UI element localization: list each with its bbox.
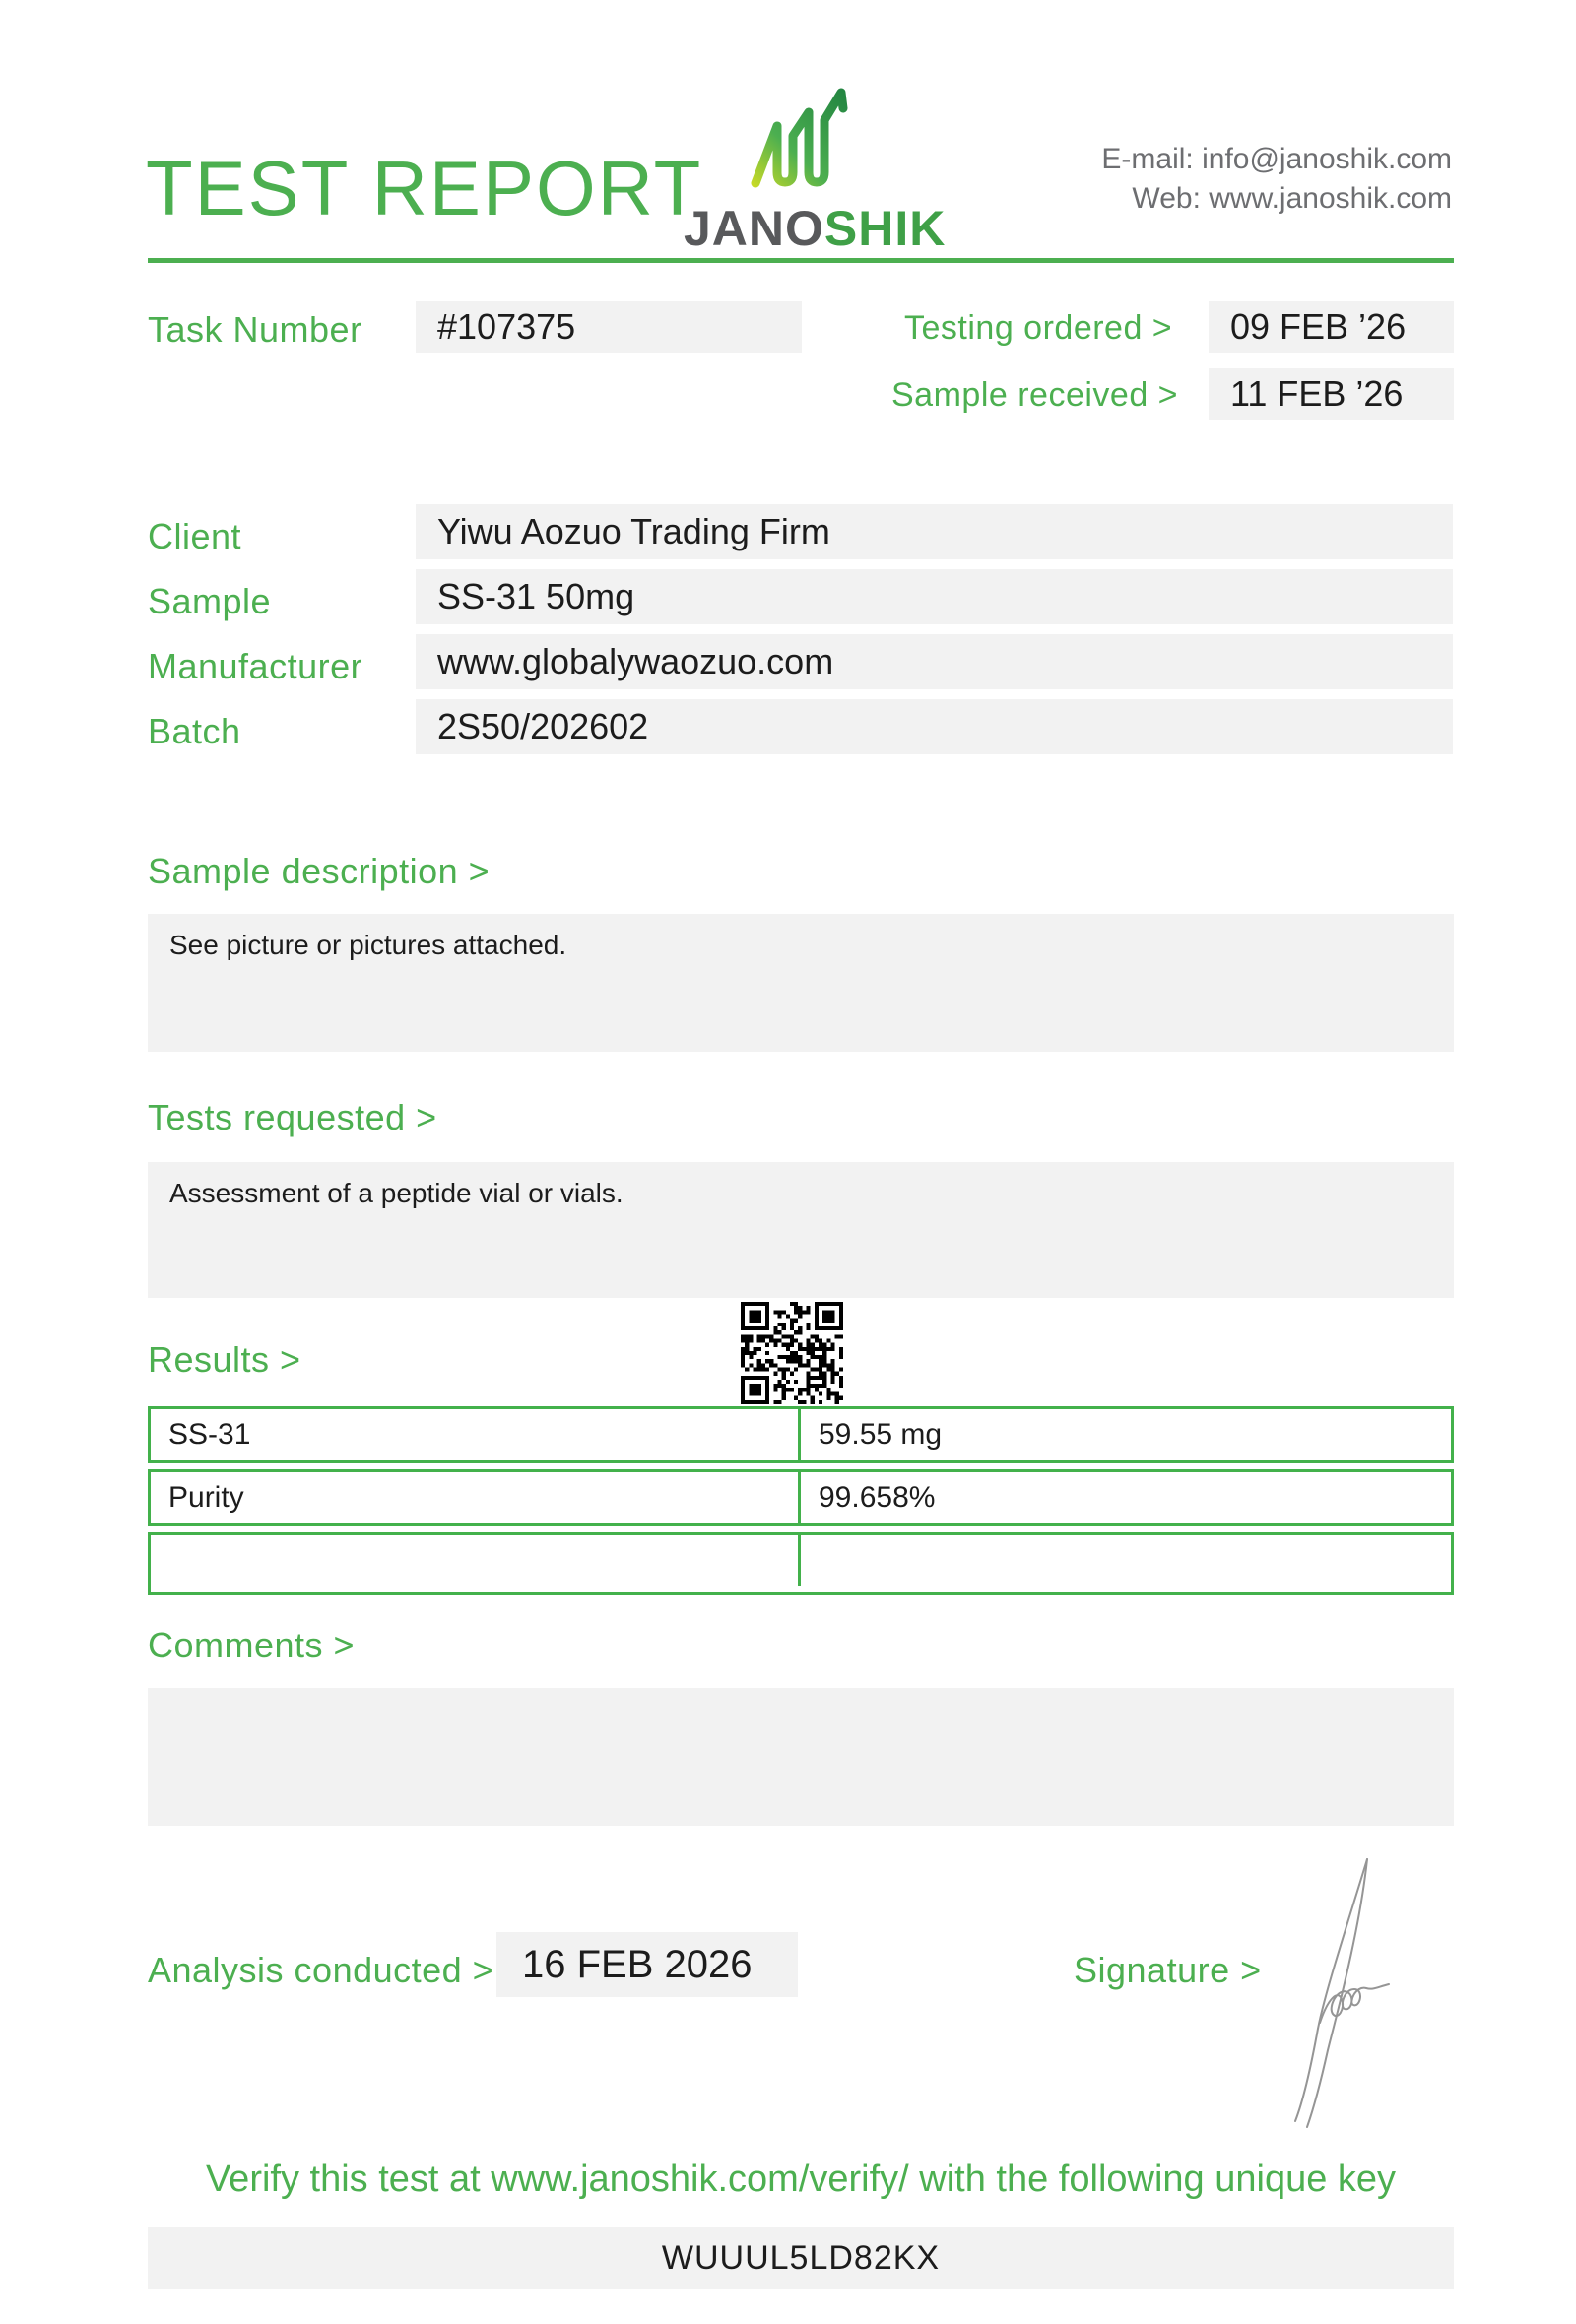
sample-description-heading: Sample description > [148,851,491,891]
sample-label: Sample [148,581,272,621]
logo-text-jano: JANO [684,201,824,256]
testing-ordered-label: Testing ordered > [904,309,1173,347]
testing-ordered-value: 09 FEB ’26 [1209,301,1454,353]
sample-description-box: See picture or pictures attached. [148,914,1454,1052]
comments-heading: Comments > [148,1625,356,1665]
client-label: Client [148,516,242,556]
results-table [148,1406,1454,1601]
sample-received-value: 11 FEB ’26 [1209,368,1454,420]
tests-requested-heading: Tests requested > [148,1097,437,1137]
verify-key: WUUUL5LD82KX [148,2227,1454,2289]
task-number-value: #107375 [416,301,802,353]
signature-scribble [1271,1853,1443,2129]
results-heading: Results > [148,1339,301,1380]
qr-code [741,1302,843,1404]
result-name: Purity [151,1472,801,1523]
table-row [148,1406,1454,1463]
header-divider [148,258,1454,263]
client-value: Yiwu Aozuo Trading Firm [416,504,1453,559]
signature-label: Signature > [1074,1950,1262,1990]
logo-text-shik: SHIK [823,201,947,256]
result-value: 99.658% [819,1481,936,1514]
sample-value: SS-31 50mg [416,569,1453,624]
tests-requested-box: Assessment of a peptide vial or vials. [148,1162,1454,1298]
result-value [801,1535,1451,1586]
contact-web: Web: www.janoshik.com [1132,182,1452,215]
table-row [148,1532,1454,1595]
batch-value: 2S50/202602 [416,699,1453,754]
batch-label: Batch [148,711,241,751]
task-number-label: Task Number [148,309,362,350]
contact-block [1101,140,1452,219]
manufacturer-value: www.globalywaozuo.com [416,634,1453,689]
verify-instruction: Verify this test at www.janoshik.com/verify/ with the following unique key [205,2159,1397,2200]
contact-email: E-mail: info@janoshik.com [1101,143,1452,175]
janoshik-logo [684,79,947,257]
comments-box [148,1688,1454,1826]
analysis-conducted-label: Analysis conducted > [148,1950,494,1990]
result-name: SS-31 [151,1409,801,1460]
manufacturer-label: Manufacturer [148,646,363,686]
result-value: 59.55 mg [819,1418,943,1451]
analysis-conducted-value: 16 FEB 2026 [496,1932,798,1997]
logo-chart-icon [746,79,848,189]
result-name [151,1535,801,1586]
page-title: TEST REPORT [146,145,703,231]
logo-wordmark [684,200,947,257]
table-row [148,1469,1454,1526]
sample-received-label: Sample received > [891,376,1179,414]
